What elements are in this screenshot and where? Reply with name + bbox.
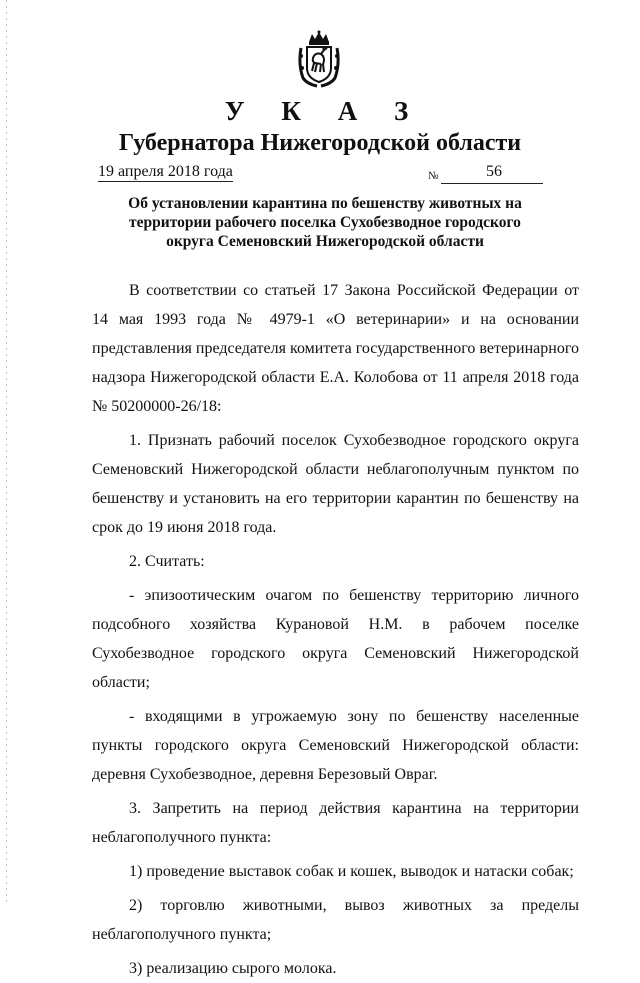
issuer-title: Губернатора Нижегородской области — [118, 130, 522, 156]
heading-line: Об установлении карантина по бешенству животных на — [128, 195, 522, 212]
number-underline — [441, 183, 543, 184]
document-type-title: У К А З — [224, 96, 424, 126]
heading-line: территории рабочего поселка Сухобезводное городского — [129, 214, 521, 231]
heading-line: округа Семеновский Нижегородской области — [166, 233, 484, 250]
paragraph-threat-zone: - входящими в угрожаемую зону по бешенству населенные пункты городского округа Семеновский Нижегородской области: деревня Сухобезводное, деревня Березовый Овраг. — [92, 708, 579, 783]
paragraph-item-1: 1. Признать рабочий поселок Сухобезводное городского округа Семеновский Нижегородской области неблагополучным пунктом по бешенству и установить на его территории карантин по бешенству на срок до 19 июня 2018 года. — [92, 432, 579, 536]
paragraph-ban-3: 3) реализацию сырого молока. — [129, 960, 337, 977]
number-sign: № — [428, 170, 439, 182]
paragraph-preamble: В соответствии со статьей 17 Закона Российской Федерации от 14 мая 1993 года № 4979-1 «О ветеринарии» и на основании представления председателя комитета государственного ветеринарного надзора Нижегородской области Е.А. Колобова от 11 апреля 2018 года № 50200000-26/18: — [92, 282, 579, 415]
document-body — [92, 276, 579, 983]
number-value: 56 — [486, 163, 502, 180]
document-heading — [110, 194, 540, 251]
paragraph-ban-2: 2) торговлю животными, вывоз животных за пределы неблагополучного пункта; — [92, 897, 579, 943]
paragraph-ban-1: 1) проведение выставок собак и кошек, выводок и натаски собак; — [129, 863, 574, 880]
paragraph-outbreak: - эпизоотическим очагом по бешенству территорию личного подсобного хозяйства Курановой Н.М. в рабочем поселке Сухобезводное городского округа Семеновский Нижегородской области; — [92, 587, 579, 691]
document-number — [428, 163, 543, 185]
paragraph-item-2: 2. Считать: — [129, 553, 205, 570]
paragraph-item-3: 3. Запретить на период действия карантина на территории неблагополучного пункта: — [92, 800, 579, 846]
coat-of-arms-icon — [297, 30, 341, 88]
document-date: 19 апреля 2018 года — [98, 163, 233, 180]
